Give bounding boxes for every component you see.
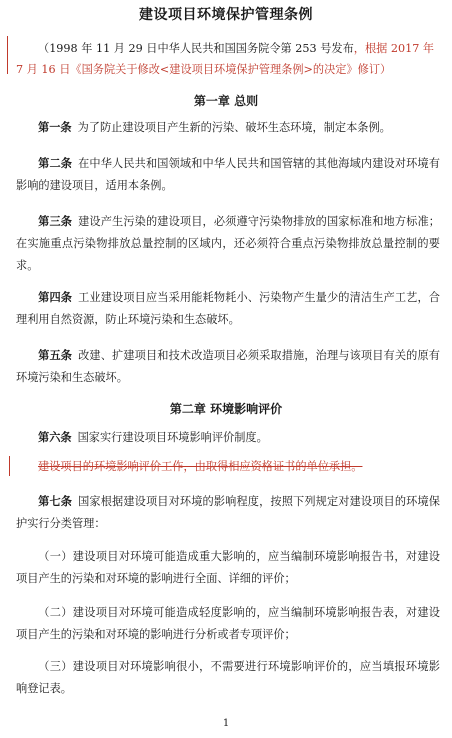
document-title: 建设项目环境保护管理条例: [139, 7, 313, 23]
preamble-text: （1998 年 11 月 29 日中华人民共和国国务院令第 253 号发布: [38, 42, 354, 55]
deleted-clause-text: 建设项目的环境影响评价工作，由取得相应资格证书的单位承担。: [38, 460, 363, 473]
article-7-item-1: [16, 546, 440, 590]
article-1-text: 为了防止建设项目产生新的污染、破坏生态环境，制定本条例。: [77, 121, 391, 134]
article-3: [16, 210, 440, 277]
article-2-text: 在中华人民共和国领域和中华人民共和国管辖的其他海域内建设对环境有影响的建设项目，适用本条例。: [16, 157, 440, 192]
article-1-label: 第一条: [38, 120, 72, 134]
article-7-item-2: [16, 602, 440, 646]
article-2: [16, 152, 440, 197]
article-1: [16, 116, 440, 139]
article-3-label: 第三条: [38, 214, 73, 228]
revision-margin-mark: [7, 36, 8, 74]
deleted-clause: [16, 456, 440, 478]
article-7-text: 国家根据建设项目对环境的影响程度，按照下列规定对建设项目的环境保护实行分类管理：: [16, 495, 440, 530]
article-6-text: 国家实行建设项目环境影响评价制度。: [77, 431, 268, 444]
article-7-label: 第七条: [38, 494, 73, 508]
item-1-text: （一）建设项目对环境可能造成重大影响的，应当编制环境影响报告书，对建设项目产生的污染和对环境的影响进行全面、详细的评价；: [16, 550, 440, 585]
article-3-text: 建设产生污染的建设项目，必须遵守污染物排放的国家标准和地方标准；在实施重点污染物排放总量控制的区域内，还必须符合重点污染物排放总量控制的要求。: [16, 215, 440, 272]
article-6-label: 第六条: [38, 430, 72, 444]
article-5-text: 改建、扩建项目和技术改造项目必须采取措施，治理与该项目有关的原有环境污染和生态破坏。: [16, 349, 440, 384]
chapter-2-heading: 第二章 环境影响评价: [169, 402, 283, 416]
deletion-margin-mark: [9, 456, 10, 476]
preamble: [16, 38, 440, 80]
item-2-text: （二）建设项目对环境可能造成轻度影响的，应当编制环境影响报告表，对建设项目产生的污染和对环境的影响进行分析或者专项评价；: [16, 606, 440, 641]
item-3-text: （三）建设项目对环境影响很小，不需要进行环境影响评价的，应当填报环境影响登记表。: [16, 660, 440, 695]
page-number: 1: [222, 718, 230, 729]
article-4-text: 工业建设项目应当采用能耗物耗小、污染物产生量少的清洁生产工艺，合理利用自然资源，防止环境污染和生态破坏。: [16, 291, 440, 326]
chapter-1-heading: 第一章 总则: [193, 94, 259, 108]
article-4-label: 第四条: [38, 290, 73, 304]
article-4: [16, 286, 440, 331]
article-7-item-3: [16, 656, 440, 700]
article-2-label: 第二条: [38, 156, 73, 170]
article-7: [16, 490, 440, 535]
article-5-label: 第五条: [38, 348, 73, 362]
preamble-revision-text: ，根据 2017 年 7 月 16 日《国务院关于修改<建设项目环境保护管理条例>的决定》修订）: [16, 42, 435, 76]
article-6: [16, 426, 440, 449]
article-5: [16, 344, 440, 389]
